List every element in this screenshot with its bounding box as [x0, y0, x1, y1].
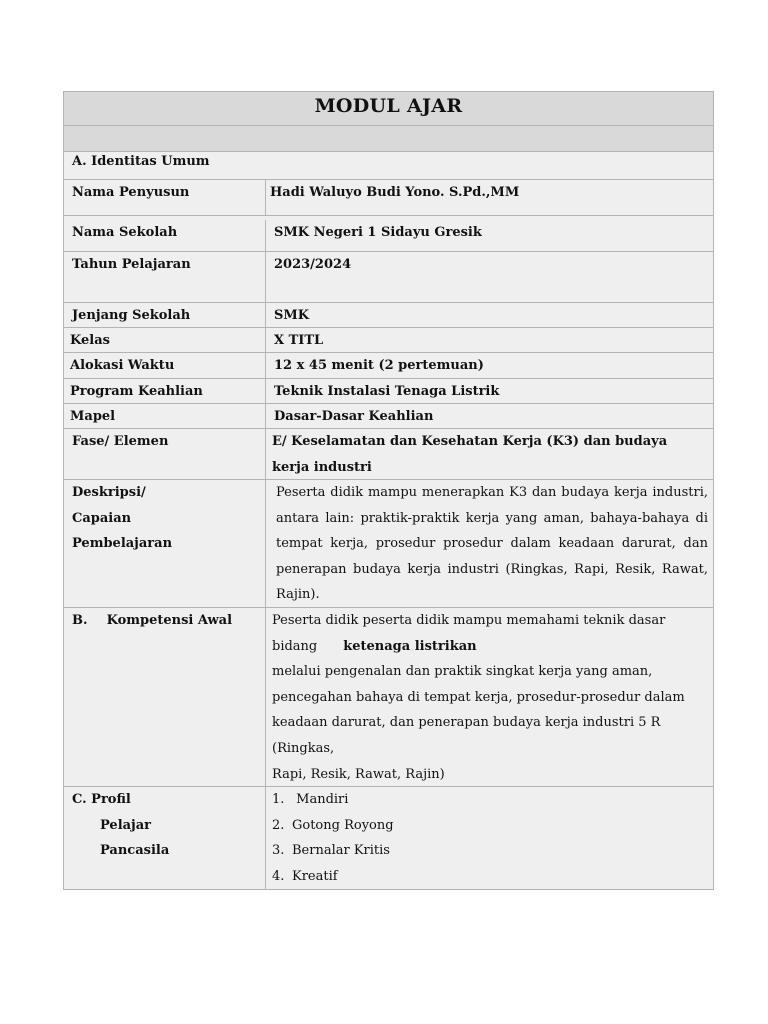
value-profil-pelajar [266, 787, 713, 889]
value-kelas: X TITL [274, 333, 324, 348]
label-nama-sekolah: Nama Sekolah [64, 220, 266, 251]
row-nama-sekolah [63, 216, 714, 252]
list-item [272, 838, 707, 864]
label-deskripsi [64, 480, 266, 607]
modul-ajar-table [63, 91, 714, 890]
label-kelas: Kelas [64, 328, 266, 352]
row-kompetensi-awal [63, 608, 714, 787]
label-nama-penyusun: Nama Penyusun [64, 180, 266, 215]
value-program-keahlian: Teknik Instalasi Tenaga Listrik [274, 384, 500, 399]
list-item [272, 813, 707, 839]
row-nama-penyusun [63, 180, 714, 216]
label-tahun-pelajaran: Tahun Pelajaran [64, 252, 266, 302]
list-text: Kreatif [292, 868, 338, 884]
value-nama-penyusun: Hadi Waluyo Budi Yono. S.Pd.,MM [270, 185, 520, 200]
blank-header-row [63, 126, 714, 152]
row-profil-pelajar [63, 787, 714, 890]
section-a-row [63, 152, 714, 180]
kompetensi-label-num: B. [72, 613, 88, 628]
value-fase-elemen [266, 429, 713, 479]
list-text: Bernalar Kritis [292, 843, 390, 859]
label-profil-pelajar [64, 787, 266, 889]
page-title: MODUL AJAR [314, 95, 463, 117]
kompetensi-line-2a: bidang [272, 638, 318, 654]
row-deskripsi [63, 480, 714, 608]
value-deskripsi: Peserta didik mampu menerapkan K3 dan budaya kerja industri, antara lain: praktik-praktik kerja yang aman, bahaya-bahaya di tempat kerja, prosedur prosedur dalam keadaan darurat, dan penerapan budaya kerja industri (Ringkas, Rapi, Resik, Rawat, Rajin). [276, 485, 708, 603]
kompetensi-line-3: melalui pengenalan dan praktik singkat kerja yang aman, [272, 664, 653, 680]
value-nama-sekolah: SMK Negeri 1 Sidayu Gresik [274, 225, 482, 240]
list-number: 4. [272, 868, 285, 884]
kompetensi-line-4: pencegahan bahaya di tempat kerja, prosedur-prosedur dalam [272, 689, 685, 705]
list-number: 2. [272, 817, 285, 833]
deskripsi-label-1: Deskripsi/ [72, 485, 146, 500]
kompetensi-line-5: keadaan darurat, dan penerapan budaya kerja industri 5 R [272, 715, 661, 731]
section-a-heading: A. Identitas Umum [72, 154, 210, 169]
row-tahun-pelajaran [63, 252, 714, 303]
label-mapel: Mapel [64, 404, 266, 428]
list-number: 1. [272, 792, 285, 807]
kompetensi-label-text: Kompetensi Awal [106, 613, 233, 628]
kompetensi-line-2 [272, 634, 707, 660]
profil-label-1: C. Profil [72, 792, 131, 807]
label-jenjang-sekolah: Jenjang Sekolah [64, 303, 266, 327]
list-text: Gotong Royong [292, 817, 394, 833]
row-kelas [63, 328, 714, 353]
profil-label-3: Pancasila [100, 843, 170, 859]
profil-label-2: Pelajar [100, 817, 152, 833]
list-item [272, 787, 707, 813]
label-alokasi-waktu: Alokasi Waktu [64, 353, 266, 378]
kompetensi-line-7: Rapi, Resik, Rawat, Rajin) [272, 766, 445, 782]
value-mapel: Dasar-Dasar Keahlian [274, 409, 434, 424]
deskripsi-label-3: Pembelajaran [72, 536, 173, 552]
label-fase-elemen: Fase/ Elemen [64, 429, 266, 479]
title-row [63, 91, 714, 126]
row-alokasi-waktu [63, 353, 714, 379]
kompetensi-line-1: Peserta didik peserta didik mampu memahami teknik dasar [272, 613, 666, 628]
fase-line-1: E/ Keselamatan dan Kesehatan Kerja (K3) dan budaya [272, 434, 668, 449]
row-jenjang-sekolah [63, 303, 714, 328]
row-program-keahlian [63, 379, 714, 404]
kompetensi-line-2b: ketenaga listrikan [343, 638, 477, 654]
fase-line-2: kerja industri [272, 459, 372, 475]
value-alokasi-waktu: 12 x 45 menit (2 pertemuan) [274, 358, 484, 373]
label-program-keahlian: Program Keahlian [64, 379, 266, 403]
row-mapel [63, 404, 714, 429]
value-jenjang-sekolah: SMK [274, 308, 310, 323]
list-number: 3. [272, 843, 285, 859]
value-kompetensi-awal [266, 608, 713, 786]
label-kompetensi-awal [64, 608, 266, 786]
profil-list [272, 787, 707, 889]
value-tahun-pelajaran: 2023/2024 [274, 257, 352, 272]
list-text: Mandiri [296, 792, 349, 807]
deskripsi-label-2: Capaian [72, 510, 132, 526]
kompetensi-line-6: (Ringkas, [272, 740, 335, 756]
row-fase-elemen [63, 429, 714, 480]
list-item [272, 864, 707, 890]
